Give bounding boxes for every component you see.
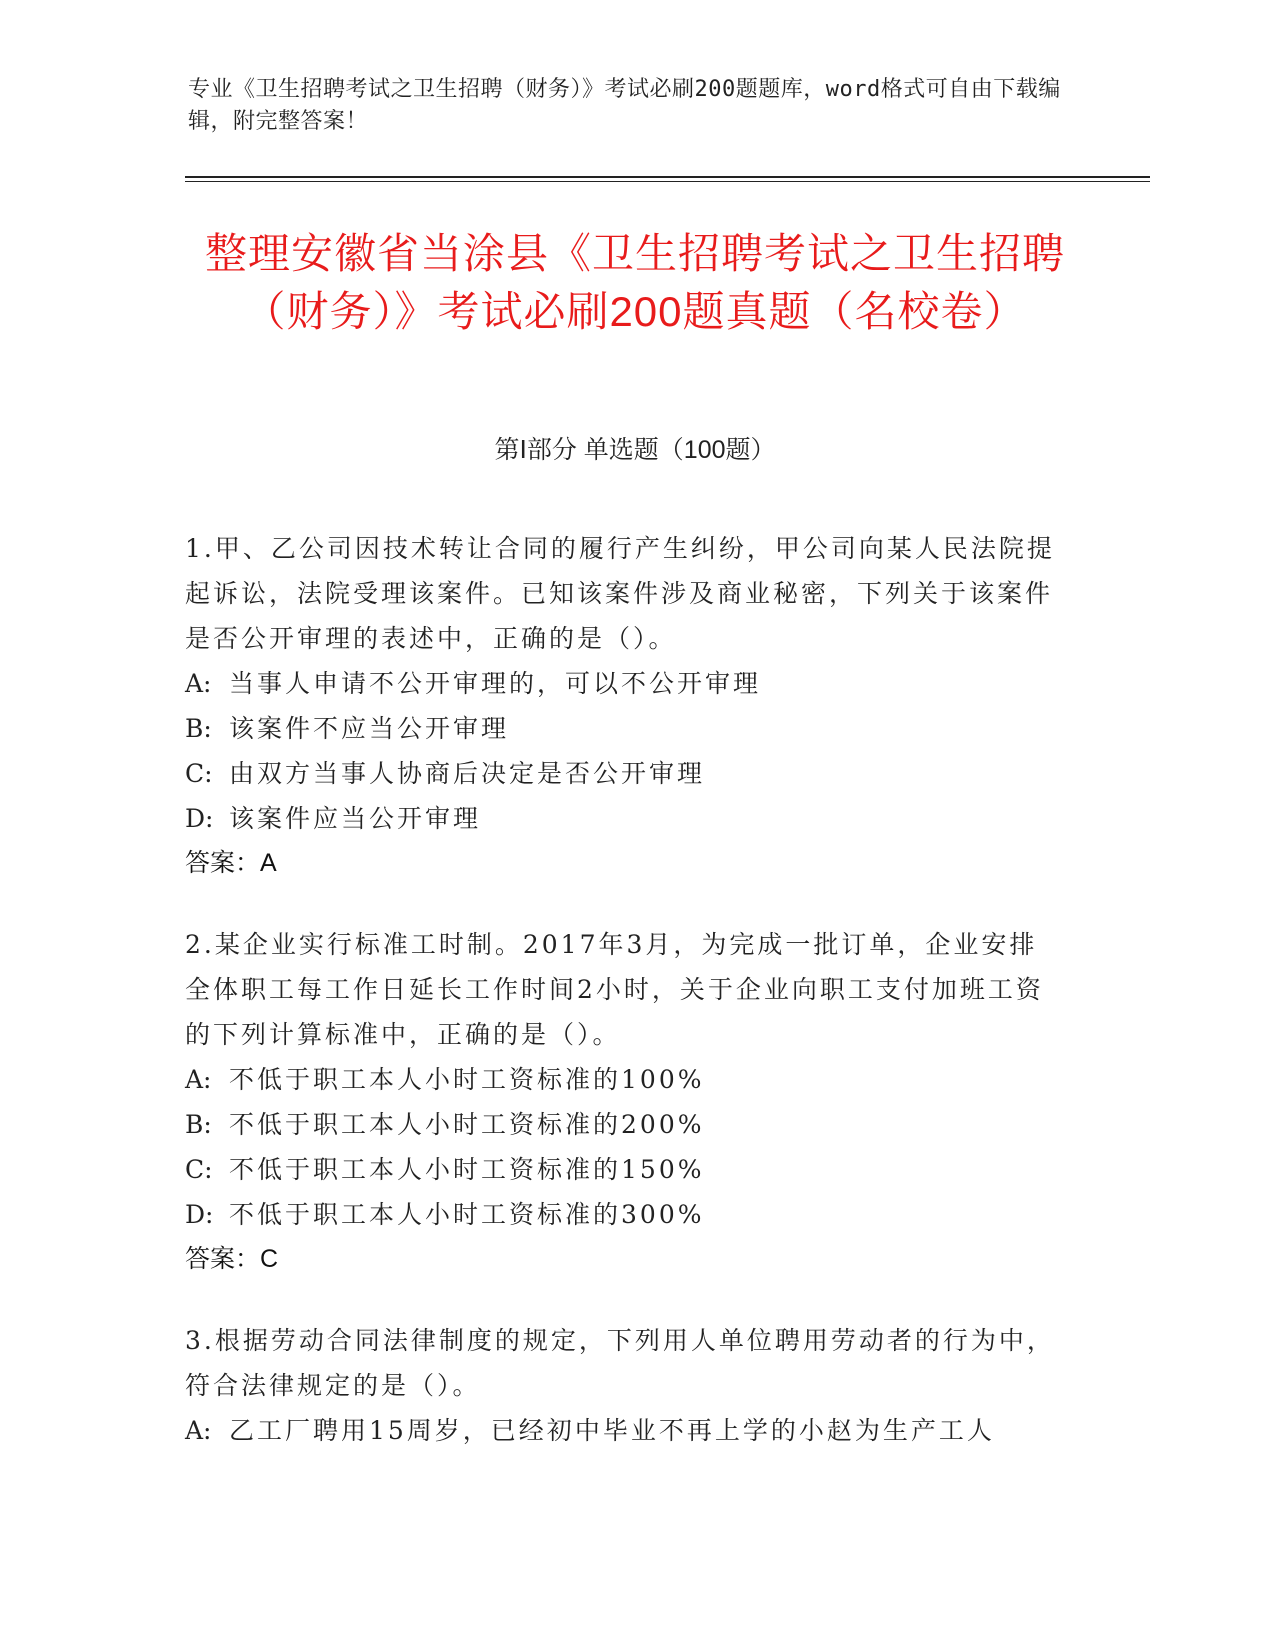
option-letter: D: <box>185 1200 214 1229</box>
option-text: 由双方当事人协商后决定是否公开审理 <box>229 759 706 788</box>
answer-line: 答案：A <box>185 849 277 877</box>
option-text: 该案件应当公开审理 <box>229 804 482 833</box>
answer-line: 答案：C <box>185 1245 279 1273</box>
option-text: 当事人申请不公开审理的，可以不公开审理 <box>229 669 762 698</box>
option-text: 不低于职工本人小时工资标准的150% <box>229 1155 705 1184</box>
question-stem: 1.甲、乙公司因技术转让合同的履行产生纠纷，甲公司向某人民法院提起诉讼，法院受理该案件。已知该案件涉及商业秘密，下列关于该案件是否公开审理的表述中，正确的是（）。 <box>185 534 1055 653</box>
option-letter: D: <box>185 804 214 833</box>
question-2 <box>185 922 1065 1282</box>
option-letter: A: <box>185 1065 212 1094</box>
document-title: 整理安徽省当涂县《卫生招聘考试之卫生招聘（财务）》考试必刷200题真题（名校卷） <box>204 230 1065 335</box>
option-letter: A: <box>185 1416 212 1445</box>
question-1 <box>185 526 1065 886</box>
header-divider-thick <box>185 176 1150 178</box>
option-b <box>185 706 1065 751</box>
option-letter: B: <box>185 714 212 743</box>
question-list <box>185 526 1065 1489</box>
option-letter: C: <box>185 759 213 788</box>
option-a <box>185 1408 1065 1453</box>
option-text: 不低于职工本人小时工资标准的300% <box>229 1200 705 1229</box>
question-3 <box>185 1318 1065 1453</box>
option-letter: A: <box>185 669 212 698</box>
header-divider-thin <box>185 181 1150 182</box>
option-text: 不低于职工本人小时工资标准的100% <box>229 1065 705 1094</box>
header-note: 专业《卫生招聘考试之卫生招聘（财务）》考试必刷200题题库，word格式可自由下载编辑，附完整答案！ <box>188 77 1061 134</box>
option-letter: C: <box>185 1155 213 1184</box>
option-text: 该案件不应当公开审理 <box>229 714 510 743</box>
option-d <box>185 796 1065 841</box>
option-d <box>185 1192 1065 1237</box>
question-stem: 3.根据劳动合同法律制度的规定，下列用人单位聘用劳动者的行为中，符合法律规定的是（）。 <box>185 1326 1055 1400</box>
option-b <box>185 1102 1065 1147</box>
option-letter: B: <box>185 1110 212 1139</box>
section-title: 第Ⅰ部分 单选题（100题） <box>494 436 776 464</box>
option-c <box>185 1147 1065 1192</box>
option-text: 乙工厂聘用15周岁，已经初中毕业不再上学的小赵为生产工人 <box>229 1416 995 1445</box>
option-a <box>185 661 1065 706</box>
option-c <box>185 751 1065 796</box>
option-a <box>185 1057 1065 1102</box>
question-stem: 2.某企业实行标准工时制。2017年3月，为完成一批订单，企业安排全体职工每工作日延长工作时间2小时，关于企业向职工支付加班工资的下列计算标准中，正确的是（）。 <box>185 930 1044 1049</box>
option-text: 不低于职工本人小时工资标准的200% <box>229 1110 705 1139</box>
